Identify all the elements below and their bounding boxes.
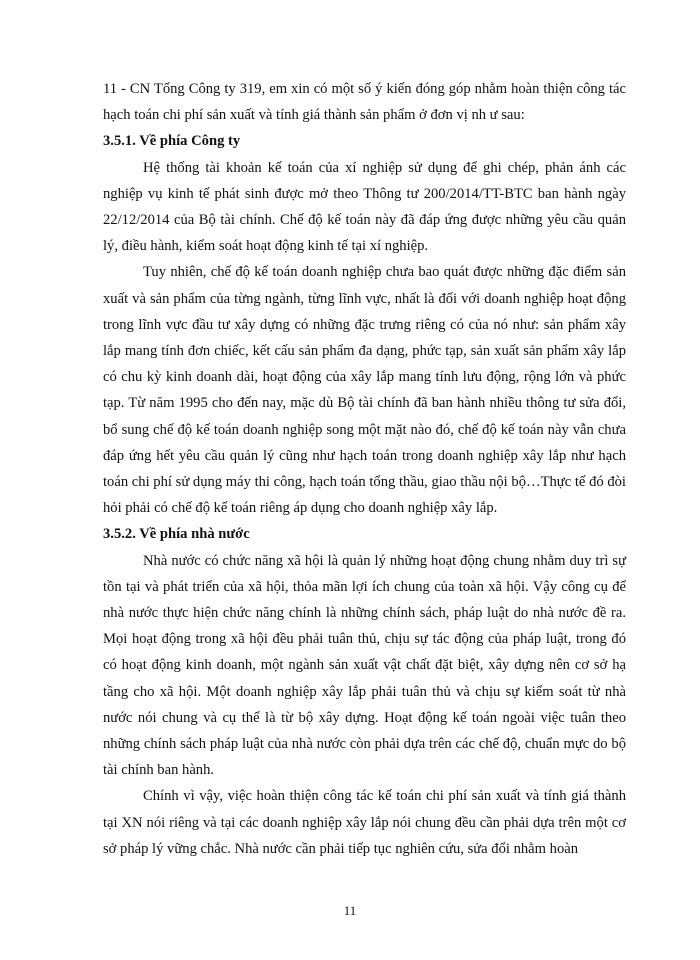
page-number: 11: [343, 903, 357, 918]
paragraph-intro: 11 - CN Tổng Công ty 319, em xin có một số ý kiến đóng góp nhằm hoàn thiện công tác hạch toán chi phí sản xuất và tính giá thành sản phẩm ở đơn vị nh ư sau:: [103, 81, 626, 124]
paragraph-conclusion: Chính vì vậy, việc hoàn thiện công tác kế toán chi phí sản xuất và tính giá thành tại XN nói riêng và tại các doanh nghiệp xây lắp nói chung đều cần phải dựa trên một cơ sở pháp lý vững chắc. Nhà nước cần phải tiếp tục nghiên cứu, sửa đổi nhằm hoàn: [103, 788, 626, 857]
section-heading-state: 3.5.2. Về phía nhà nước: [103, 526, 250, 543]
document-body: [103, 76, 626, 862]
paragraph-state-role: Nhà nước có chức năng xã hội là quản lý những hoạt động chung nhằm duy trì sự tồn tại và phát triển của xã hội, thỏa mãn lợi ích chung của toàn xã hội. Vậy công cụ để nhà nước thực hiện chức năng chính là những chính sách, pháp luật do nhà nước đề ra. Mọi hoạt động trong xã hội đều phải tuân thủ, chịu sự tác động của pháp luật, trong đó có hoạt động kinh doanh, một ngành sản xuất vật chất đặt biệt, xây dựng nên cơ sở hạ tầng cho xã hội. Một doanh nghiệp xây lắp phải tuân thủ và chịu sự kiểm soát từ nhà nước nói chung và cụ thể là từ bộ xây dựng. Hoạt động kế toán ngoài việc tuân theo những chính sách pháp luật của nhà nước còn phải dựa trên các chế độ, chuẩn mực do bộ tài chính ban hành.: [103, 552, 626, 779]
section-heading-company: 3.5.1. Về phía Công ty: [103, 133, 241, 150]
paragraph-account-system: Hệ thống tài khoản kế toán của xí nghiệp sử dụng để ghi chép, phản ánh các nghiệp vụ kinh tế phát sinh được mở theo Thông tư 200/2014/TT-BTC ban hành ngày 22/12/2014 của Bộ tài chính. Chế độ kế toán này đã đáp ứng được những yêu cầu quản lý, điều hành, kiểm soát hoạt động kinh tế tại xí nghiệp.: [103, 159, 626, 255]
paragraph-limitations: Tuy nhiên, chế độ kế toán doanh nghiệp chưa bao quát được những đặc điểm sản xuất và sản phẩm của từng ngành, từng lĩnh vực, nhất là đối với doanh nghiệp hoạt động trong lĩnh vực đầu tư xây dựng có những đặc trưng riêng có của nó như: sản phẩm xây lắp mang tính đơn chiếc, kết cấu sản phẩm đa dạng, phức tạp, sản xuất sản phẩm xây lắp có chu kỳ kinh doanh dài, hoạt động của xây lắp mang tính lưu động, rộng lớn và phức tạp. Từ năm 1995 cho đến nay, mặc dù Bộ tài chính đã ban hành nhiều thông tư sửa đổi, bổ sung chế độ kế toán doanh nghiệp song một mặt nào đó, chế độ kế toán này vẫn chưa đáp ứng hết yêu cầu quản lý cũng như hạch toán trong doanh nghiệp xây lắp như hạch toán chi phí sử dụng máy thi công, hạch toán tổng thầu, giao thầu nội bộ…Thực tế đó đòi hỏi phải có chế độ kế toán riêng áp dụng cho doanh nghiệp xây lắp.: [103, 264, 626, 517]
